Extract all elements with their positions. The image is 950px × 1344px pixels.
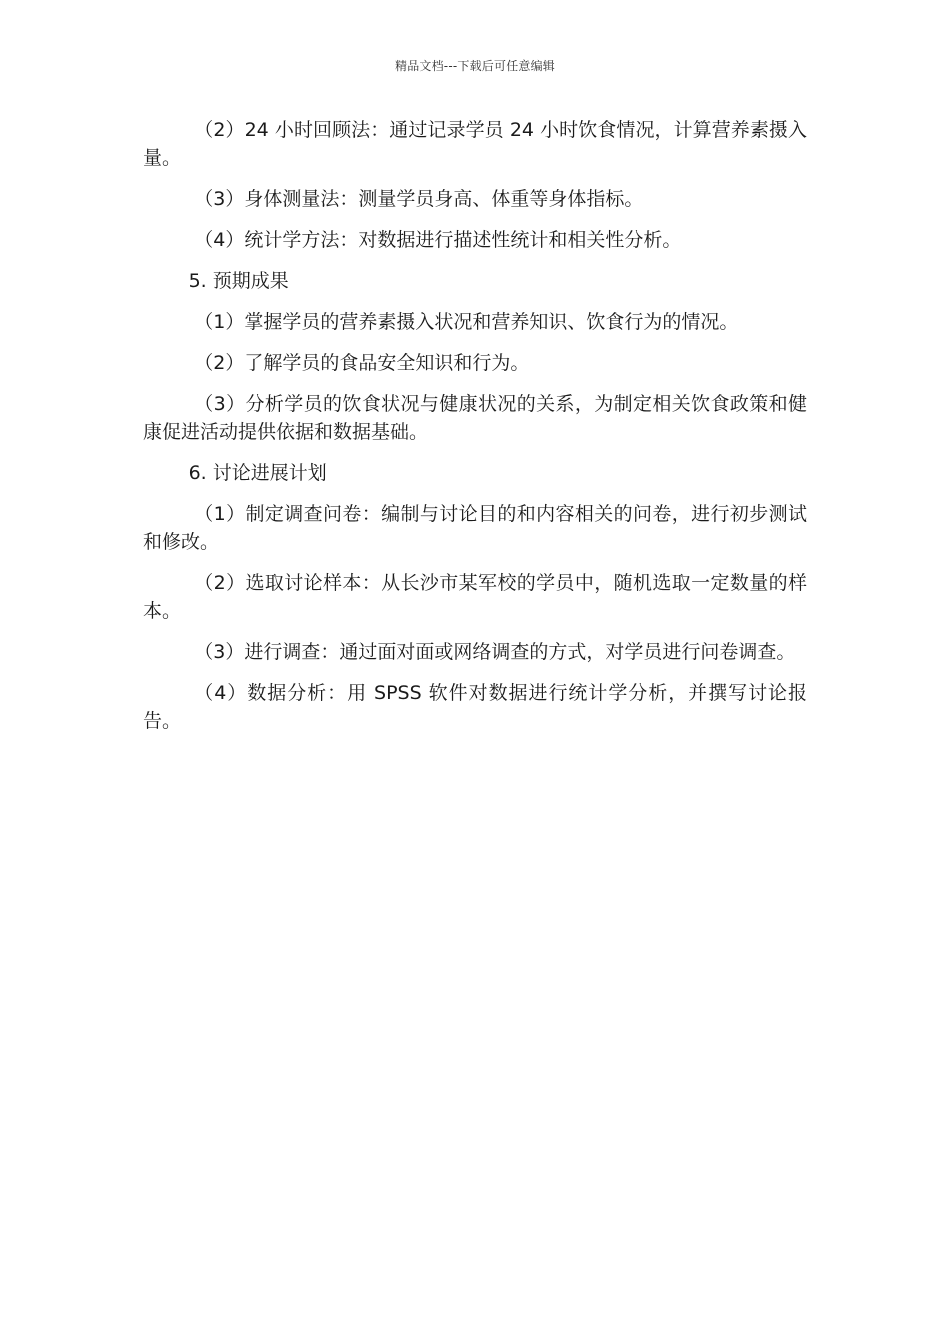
- paragraph-result-1: （1）掌握学员的营养素摄入状况和营养知识、饮食行为的情况。: [194, 311, 739, 333]
- paragraph-body-measurement: （3）身体测量法：测量学员身高、体重等身体指标。: [194, 188, 644, 210]
- section-heading-expected-results: 5. 预期成果: [188, 270, 289, 292]
- paragraph-result-2: （2）了解学员的食品安全知识和行为。: [194, 352, 530, 374]
- paragraph-plan-2: （2）选取讨论样本：从长沙市某军校的学员中，随机选取一定数量的样本。: [143, 572, 807, 622]
- paragraph-24h-recall: （2）24 小时回顾法：通过记录学员 24 小时饮食情况，计算营养素摄入量。: [143, 119, 807, 169]
- paragraph-plan-4: （4）数据分析：用 SPSS 软件对数据进行统计学分析，并撰写讨论报告。: [143, 682, 807, 732]
- paragraph-plan-3: （3）进行调查：通过面对面或网络调查的方式，对学员进行问卷调查。: [194, 641, 796, 663]
- paragraph-plan-1: （1）制定调查问卷：编制与讨论目的和内容相关的问卷，进行初步测试和修改。: [143, 503, 807, 553]
- document-body: [143, 116, 807, 748]
- paragraph-result-3: （3）分析学员的饮食状况与健康状况的关系，为制定相关饮食政策和健康促进活动提供依据和数据基础。: [143, 393, 807, 443]
- section-heading-progress-plan: 6. 讨论进展计划: [188, 462, 327, 484]
- page-header: 精品文档---下载后可任意编辑: [395, 59, 555, 73]
- paragraph-statistics-method: （4）统计学方法：对数据进行描述性统计和相关性分析。: [194, 229, 682, 251]
